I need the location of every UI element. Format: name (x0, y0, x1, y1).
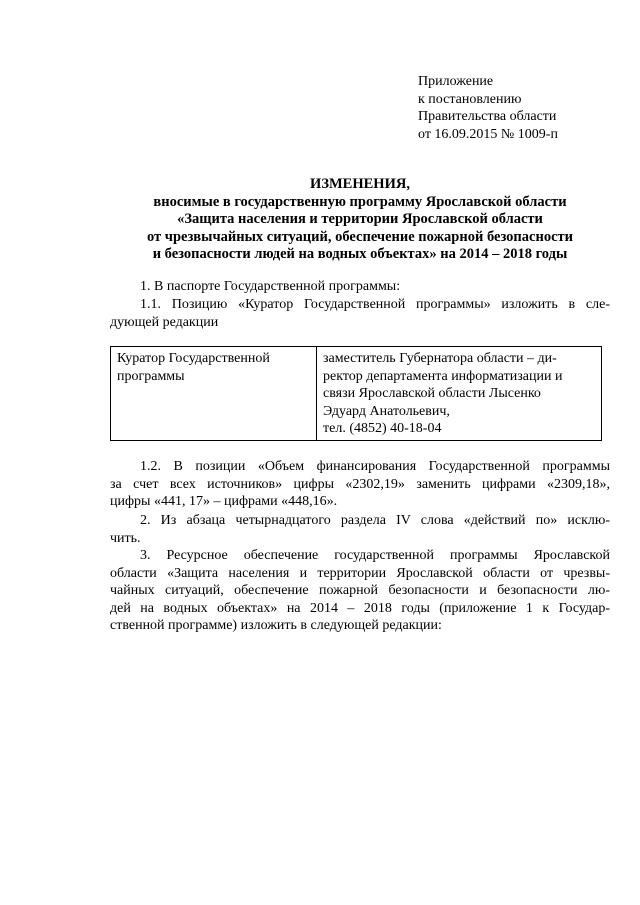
appendix-line: к постановлению (418, 91, 522, 107)
cell-line: ректор департамента информатизации и (323, 368, 563, 384)
paragraph-line: цифры «441, 17» – цифрами «448,16». (110, 494, 338, 509)
table-cell-label (111, 347, 317, 441)
paragraph-line: 1.1. Позицию «Куратор Государственной программы» изложить в сле- (140, 297, 610, 312)
cell-line: связи Ярославской области Лысенко (323, 386, 541, 401)
cell-line: Куратор Государственной (117, 351, 270, 366)
title-line: «Защита населения и территории Ярославской области (177, 211, 543, 227)
paragraph-line: за счет всех источников» цифры «2302,19» заменить цифрами «2309,18», (110, 476, 610, 492)
paragraph-line: дей на водных объектах» на 2014 – 2018 годы (приложение 1 к Государ- (110, 600, 610, 616)
appendix-line: от 16.09.2015 № 1009-п (418, 126, 558, 142)
title-line: и безопасности людей на водных объектах» на 2014 – 2018 годы (152, 246, 568, 262)
table-row (111, 347, 602, 441)
appendix-line: Правительства области (418, 109, 557, 124)
title-line: вносимые в государственную программу Ярославской области (153, 193, 567, 210)
paragraph-line: чайных ситуаций, обеспечение пожарной безопасности и безопасности лю- (110, 583, 610, 598)
cell-line: программы (117, 368, 185, 384)
paragraph-3 (110, 547, 610, 635)
paragraph-line: 1. В паспорте Государственной программы: (140, 279, 401, 294)
curator-table (110, 346, 602, 441)
paragraph-line: 3. Ресурсное обеспечение государственной программы Ярославской (140, 548, 610, 563)
paragraph-1-1 (110, 296, 610, 331)
paragraph-1 (110, 278, 610, 296)
document-title (90, 176, 630, 264)
paragraph-1-2 (110, 458, 610, 511)
title-line: от чрезвычайных ситуаций, обеспечение пожарной безопасности (146, 228, 573, 245)
paragraph-line: ственной программе) изложить в следующей редакции: (110, 618, 442, 633)
cell-line: Эдуард Анатольевич, (323, 403, 450, 419)
paragraph-2 (110, 512, 610, 547)
title-line: ИЗМЕНЕНИЯ, (310, 176, 410, 192)
paragraph-line: области «Защита населения и территории Ярославской области от чрезвы- (110, 565, 610, 581)
paragraph-line: 1.2. В позиции «Объем финансирования Государственной программы (140, 459, 610, 474)
table-cell-value (317, 347, 602, 441)
appendix-block (418, 73, 618, 143)
appendix-line: Приложение (418, 74, 494, 89)
cell-line: заместитель Губернатора области – ди- (323, 351, 557, 366)
paragraph-line: 2. Из абзаца четырнадцатого раздела IV слова «действий по» исклю- (140, 513, 610, 528)
paragraph-line: дующей редакции (110, 314, 219, 330)
cell-line: тел. (4852) 40-18-04 (323, 421, 442, 436)
paragraph-line: чить. (110, 530, 141, 546)
